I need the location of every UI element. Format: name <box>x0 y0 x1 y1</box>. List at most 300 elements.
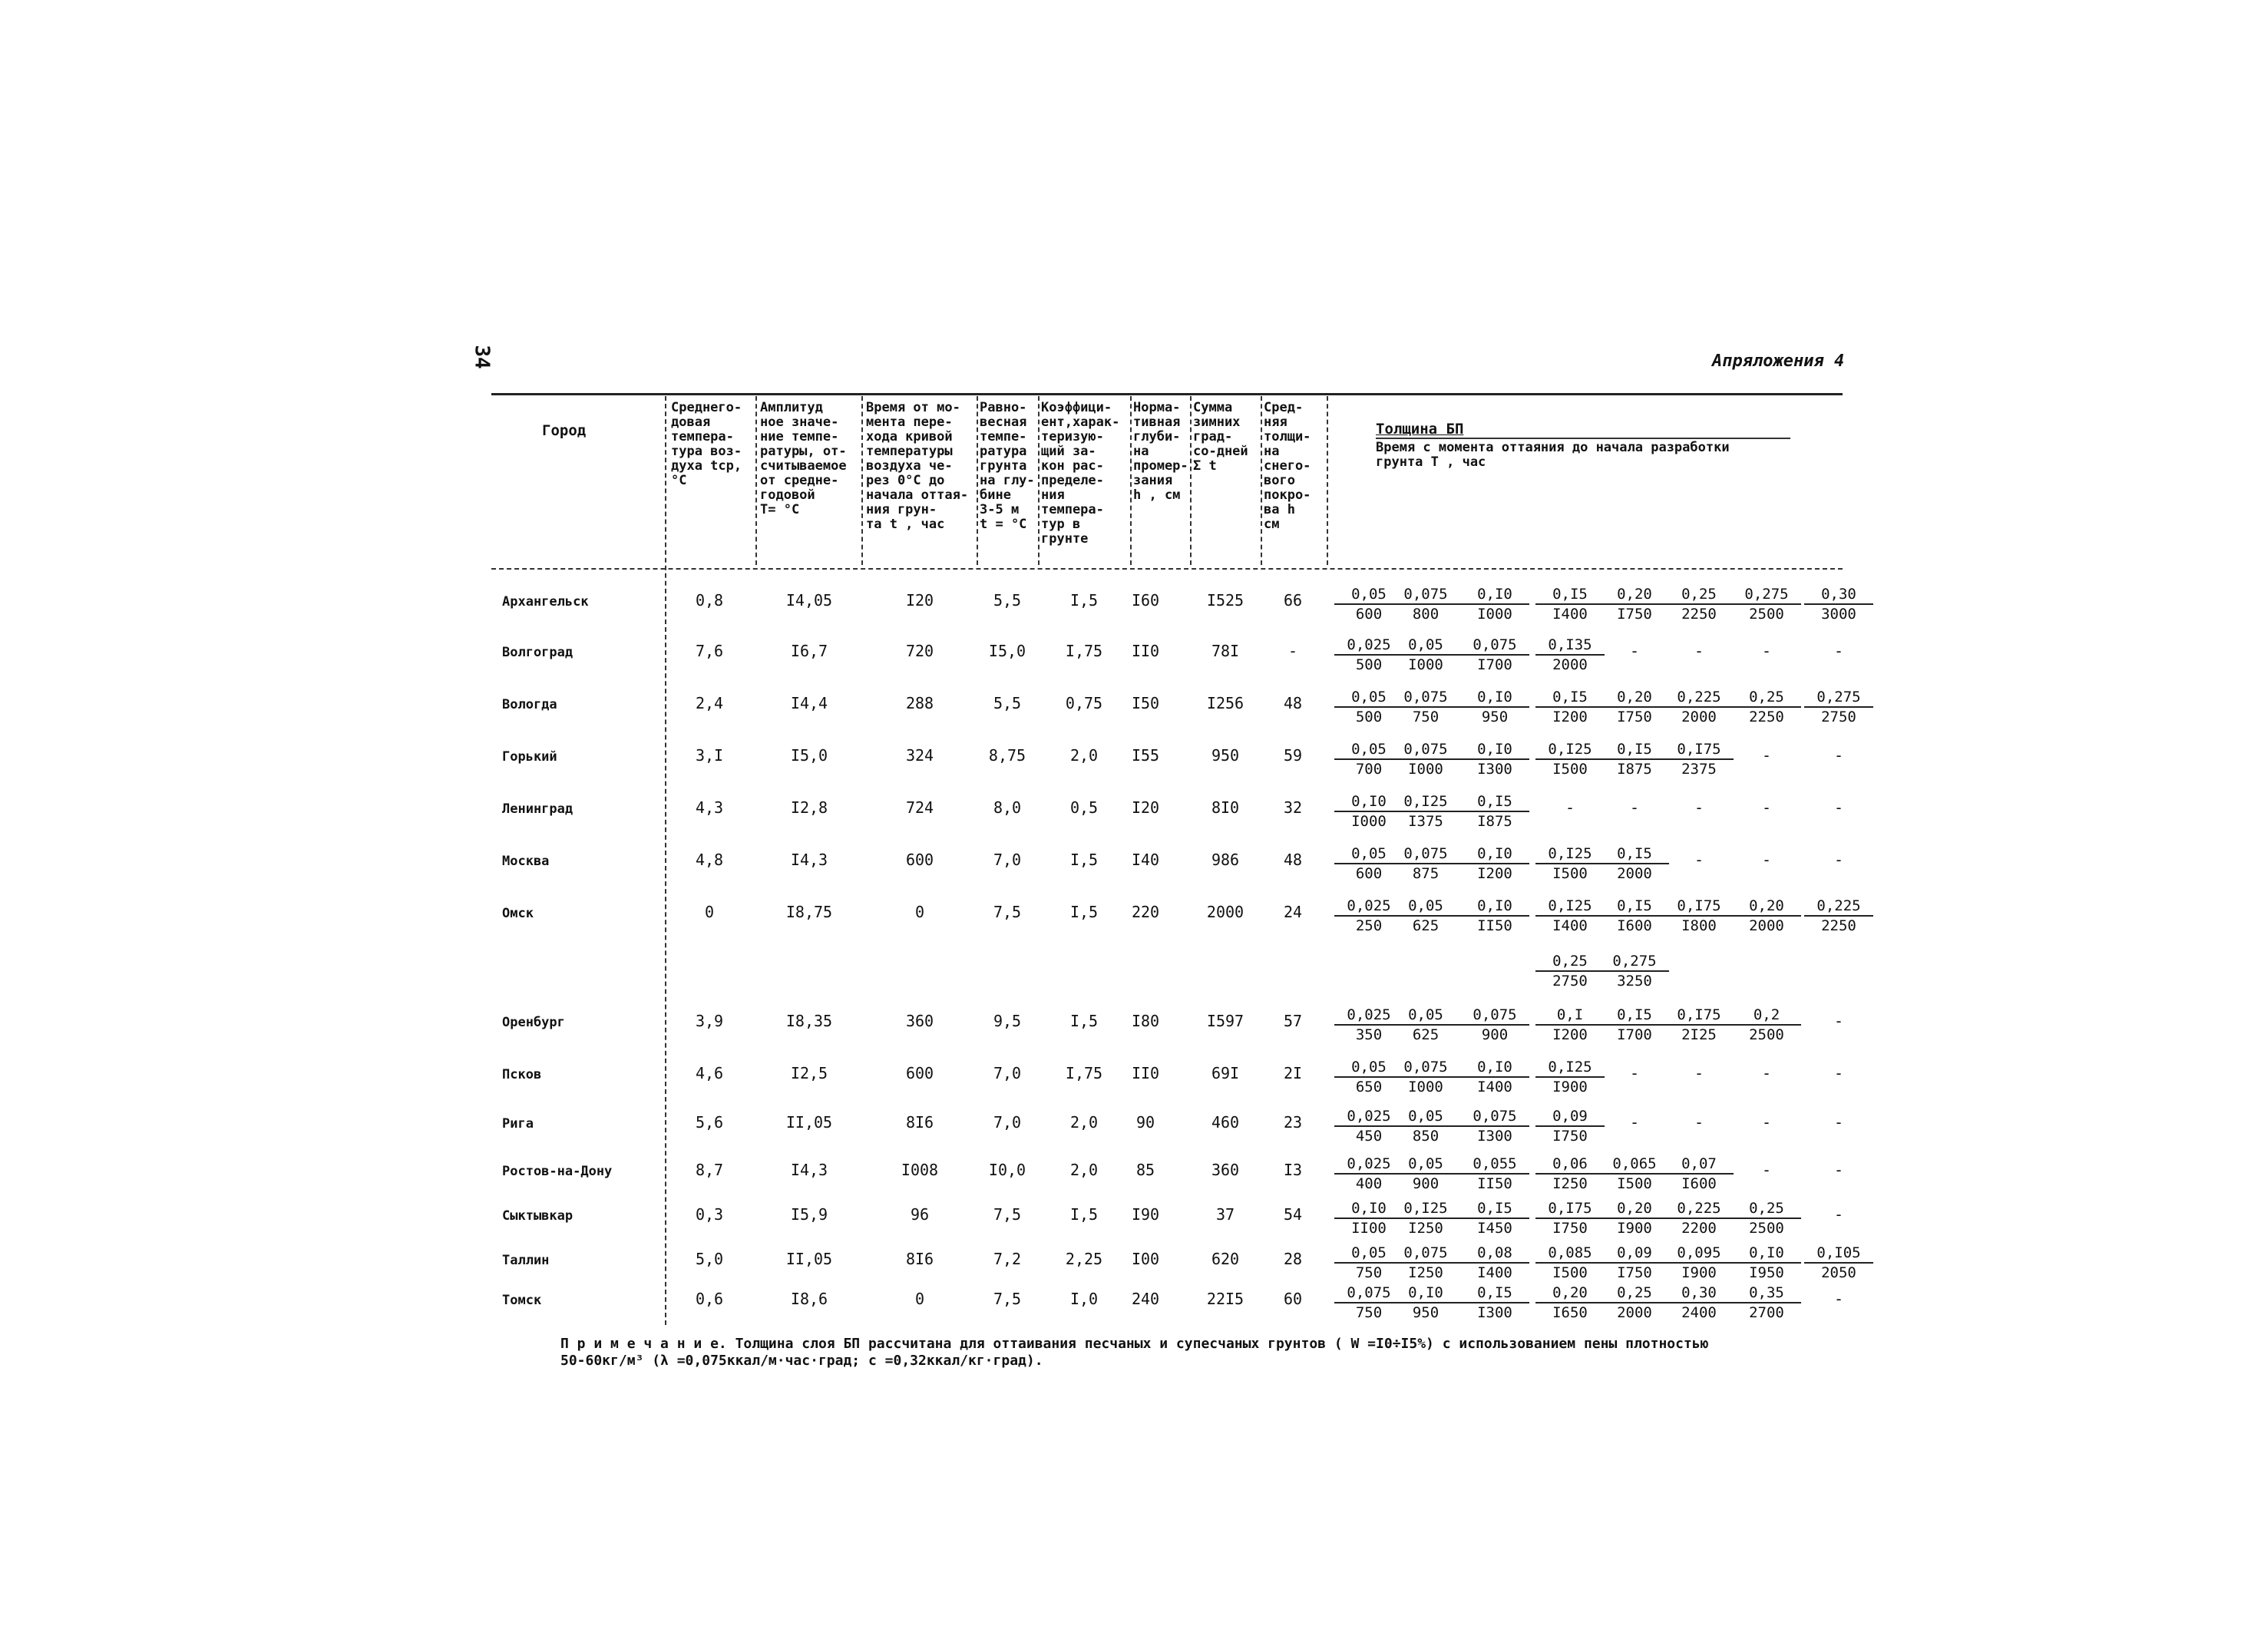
cell-eq: 7,0 <box>993 851 1022 869</box>
pair-thickness: 0,025 <box>1334 636 1403 656</box>
pair-thickness: 0,I0 <box>1460 1058 1529 1078</box>
cell-coef: I,5 <box>1069 903 1099 921</box>
pair-time: I000 <box>1477 606 1512 623</box>
pair-thickness: 0,20 <box>1732 897 1801 917</box>
pair-time: 2400 <box>1681 1304 1717 1321</box>
cell-coef: I,5 <box>1069 591 1099 610</box>
cell-amp: II,05 <box>785 1113 833 1132</box>
pair-thickness: 0,075 <box>1334 1284 1403 1303</box>
pair-time: I500 <box>1552 865 1588 882</box>
pair-time: I000 <box>1408 761 1443 778</box>
thickness-time-pair <box>1535 1284 1605 1322</box>
empty-cell-dash: - <box>1629 642 1640 660</box>
header-equilibrium: Равно- весная темпе- ратура грунта на глу- бине 3-5 м t = °C <box>980 400 1035 532</box>
pair-time: I500 <box>1552 761 1588 778</box>
pair-time: I750 <box>1617 1264 1652 1281</box>
cell-depth: 85 <box>1135 1161 1155 1179</box>
pair-thickness: 0,05 <box>1391 636 1460 656</box>
pair-time: I750 <box>1617 606 1652 623</box>
pair-thickness: 0,I5 <box>1460 792 1529 812</box>
pair-thickness: 0,095 <box>1664 1244 1734 1264</box>
thickness-time-pair <box>1535 740 1605 778</box>
pair-time: 2I25 <box>1681 1026 1717 1043</box>
thickness-time-pair <box>1732 688 1801 726</box>
cell-depth: 220 <box>1131 903 1160 921</box>
pair-time: II00 <box>1351 1220 1387 1237</box>
pair-thickness: 0,05 <box>1334 585 1403 605</box>
thickness-time-pair <box>1460 1284 1529 1322</box>
thickness-time-pair <box>1804 1244 1873 1282</box>
cell-depth: I80 <box>1131 1012 1160 1030</box>
empty-cell-dash: - <box>1629 1064 1640 1082</box>
cell-avg: 4,6 <box>695 1064 724 1082</box>
pair-thickness: 0,05 <box>1334 1058 1403 1078</box>
empty-cell-dash: - <box>1833 1012 1844 1030</box>
thickness-time-pair <box>1664 1284 1734 1322</box>
pair-time: I375 <box>1408 813 1443 830</box>
empty-cell-dash: - <box>1761 746 1772 765</box>
header-rule <box>491 568 1843 570</box>
pair-time: 3250 <box>1617 973 1652 990</box>
cell-eq: 9,5 <box>993 1012 1022 1030</box>
cell-time: 360 <box>905 1012 934 1030</box>
pair-thickness: 0,025 <box>1334 897 1403 917</box>
pair-time: 700 <box>1355 761 1383 778</box>
thickness-time-pair <box>1460 1058 1529 1096</box>
thickness-time-pair <box>1664 897 1734 935</box>
empty-cell-dash: - <box>1694 798 1704 817</box>
pair-time: I900 <box>1617 1220 1652 1237</box>
cell-coef: 2,0 <box>1069 1161 1099 1179</box>
cell-avg: 0,8 <box>695 591 724 610</box>
cell-avg: 2,4 <box>695 694 724 712</box>
header-avg-temp: Среднего- довая темпера- тура воз- духа tср, °C <box>671 400 742 488</box>
pair-thickness: 0,20 <box>1600 585 1669 605</box>
thickness-time-pair <box>1391 1244 1460 1282</box>
empty-cell-dash: - <box>1629 1113 1640 1132</box>
cell-depth: II0 <box>1131 1064 1160 1082</box>
cell-eq: 8,0 <box>993 798 1022 817</box>
cell-depth: 90 <box>1135 1113 1155 1132</box>
thickness-time-pair <box>1460 688 1529 726</box>
pair-thickness: 0,I <box>1535 1006 1605 1026</box>
cell-avg: 3,I <box>695 746 724 765</box>
cell-time: I008 <box>901 1161 939 1179</box>
pair-time: I750 <box>1552 1220 1588 1237</box>
pair-thickness: 0,075 <box>1391 1058 1460 1078</box>
pair-time: 600 <box>1355 865 1383 882</box>
pair-thickness: 0,I5 <box>1460 1199 1529 1219</box>
pair-time: I700 <box>1477 656 1512 673</box>
pair-thickness: 0,I5 <box>1600 740 1669 760</box>
thickness-time-pair <box>1535 844 1605 883</box>
cell-eq: 7,5 <box>993 1290 1022 1308</box>
thickness-time-pair <box>1391 585 1460 623</box>
thickness-time-pair <box>1460 1244 1529 1282</box>
thickness-time-pair <box>1460 740 1529 778</box>
pair-thickness: 0,05 <box>1391 1155 1460 1175</box>
pair-time: I500 <box>1552 1264 1588 1281</box>
pair-time: I000 <box>1408 1079 1443 1095</box>
cell-time: 0 <box>914 1290 925 1308</box>
pair-thickness: 0,25 <box>1600 1284 1669 1303</box>
empty-cell-dash: - <box>1694 1113 1704 1132</box>
empty-cell-dash: - <box>1694 851 1704 869</box>
row-city: Оренбург <box>502 1015 565 1030</box>
thickness-time-pair <box>1600 688 1669 726</box>
cell-avg: 0,3 <box>695 1205 724 1224</box>
pair-thickness: 0,I25 <box>1391 792 1460 812</box>
cell-avg: 7,6 <box>695 642 724 660</box>
cell-amp: I5,9 <box>790 1205 828 1224</box>
cell-dd: 78I <box>1211 642 1240 660</box>
cell-snow: 48 <box>1283 694 1303 712</box>
cell-avg: 3,9 <box>695 1012 724 1030</box>
thickness-time-pair <box>1664 1244 1734 1282</box>
pair-thickness: 0,I5 <box>1600 1006 1669 1026</box>
empty-cell-dash: - <box>1833 1113 1844 1132</box>
pair-thickness: 0,09 <box>1535 1107 1605 1127</box>
pair-thickness: 0,05 <box>1334 1244 1403 1264</box>
pair-time: 750 <box>1355 1264 1383 1281</box>
cell-eq: 5,5 <box>993 694 1022 712</box>
pair-thickness: 0,275 <box>1600 952 1669 972</box>
pair-thickness: 0,30 <box>1804 585 1873 605</box>
pair-thickness: 0,I25 <box>1391 1199 1460 1219</box>
cell-amp: I4,05 <box>785 591 833 610</box>
header-normative-depth: Норма- тивная глуби- на промер- зания h , см <box>1133 400 1188 503</box>
cell-dd: I256 <box>1206 694 1244 712</box>
cell-time: 600 <box>905 851 934 869</box>
pair-time: 2000 <box>1552 656 1588 673</box>
pair-time: 950 <box>1412 1304 1440 1321</box>
empty-cell-dash: - <box>1833 1161 1844 1179</box>
pair-thickness: 0,20 <box>1535 1284 1605 1303</box>
pair-thickness: 0,075 <box>1460 1107 1529 1127</box>
top-rule <box>491 393 1843 395</box>
pair-time: 625 <box>1412 917 1440 934</box>
pair-time: I875 <box>1617 761 1652 778</box>
cell-time: 8I6 <box>905 1250 934 1268</box>
empty-cell-dash: - <box>1833 1205 1844 1224</box>
empty-cell-dash: - <box>1761 851 1772 869</box>
empty-cell-dash: - <box>1833 1290 1844 1308</box>
pair-thickness: 0,I75 <box>1664 1006 1734 1026</box>
thickness-time-pair <box>1600 1006 1669 1044</box>
pair-time: I600 <box>1681 1175 1717 1192</box>
thickness-time-pair <box>1391 1058 1460 1096</box>
cell-avg: 0,6 <box>695 1290 724 1308</box>
cell-snow: 60 <box>1283 1290 1303 1308</box>
pair-thickness: 0,06 <box>1535 1155 1605 1175</box>
row-city: Вологда <box>502 697 557 712</box>
cell-coef: 2,0 <box>1069 746 1099 765</box>
pair-time: I250 <box>1408 1264 1443 1281</box>
pair-time: 900 <box>1481 1026 1509 1043</box>
pair-time: 2750 <box>1552 973 1588 990</box>
pair-thickness: 0,275 <box>1804 688 1873 708</box>
thickness-time-pair <box>1391 636 1460 674</box>
pair-time: I600 <box>1617 917 1652 934</box>
pair-thickness: 0,075 <box>1391 844 1460 864</box>
pair-time: 2200 <box>1681 1220 1717 1237</box>
thickness-time-pair <box>1391 1006 1460 1044</box>
thickness-time-pair <box>1460 897 1529 935</box>
thickness-time-pair <box>1600 1244 1669 1282</box>
thickness-time-pair <box>1732 897 1801 935</box>
pair-time: 2000 <box>1749 917 1784 934</box>
cell-snow: 66 <box>1283 591 1303 610</box>
row-city: Москва <box>502 854 550 869</box>
header-thickness-title: Толщина БП <box>1376 421 1464 438</box>
empty-cell-dash: - <box>1833 746 1844 765</box>
pair-time: 850 <box>1412 1128 1440 1145</box>
pair-time: II50 <box>1477 917 1512 934</box>
pair-thickness: 0,05 <box>1391 897 1460 917</box>
cell-coef: I,5 <box>1069 1012 1099 1030</box>
empty-cell-dash: - <box>1761 1161 1772 1179</box>
row-city: Волгоград <box>502 645 573 660</box>
pair-time: 500 <box>1355 709 1383 725</box>
row-city: Псков <box>502 1067 542 1082</box>
pair-time: I400 <box>1477 1264 1512 1281</box>
thickness-time-pair <box>1535 1199 1605 1237</box>
thickness-time-pair <box>1804 585 1873 623</box>
pair-thickness: 0,I0 <box>1334 792 1403 812</box>
pair-time: 2250 <box>1681 606 1717 623</box>
column-divider <box>1038 396 1040 565</box>
pair-thickness: 0,025 <box>1334 1155 1403 1175</box>
thickness-time-pair <box>1391 1284 1460 1322</box>
cell-coef: I,5 <box>1069 851 1099 869</box>
pair-thickness: 0,025 <box>1334 1107 1403 1127</box>
column-divider <box>1327 396 1328 565</box>
thickness-time-pair <box>1600 740 1669 778</box>
row-city: Томск <box>502 1293 542 1308</box>
thickness-time-pair <box>1460 792 1529 831</box>
cell-amp: I2,5 <box>790 1064 828 1082</box>
pair-time: I450 <box>1477 1220 1512 1237</box>
cell-depth: I90 <box>1131 1205 1160 1224</box>
row-city: Сыктывкар <box>502 1208 573 1224</box>
pair-thickness: 0,25 <box>1535 952 1605 972</box>
cell-dd: 69I <box>1211 1064 1240 1082</box>
pair-time: 750 <box>1355 1304 1383 1321</box>
pair-thickness: 0,05 <box>1334 740 1403 760</box>
pair-time: I800 <box>1681 917 1717 934</box>
pair-time: I200 <box>1552 709 1588 725</box>
pair-time: I200 <box>1477 865 1512 882</box>
thickness-time-pair <box>1732 1006 1801 1044</box>
pair-thickness: 0,I25 <box>1535 740 1605 760</box>
thickness-time-pair <box>1460 636 1529 674</box>
thickness-time-pair <box>1535 1244 1605 1282</box>
cell-depth: I00 <box>1131 1250 1160 1268</box>
cell-time: 720 <box>905 642 934 660</box>
pair-time: I400 <box>1552 917 1588 934</box>
pair-thickness: 0,075 <box>1391 740 1460 760</box>
cell-snow: 24 <box>1283 903 1303 921</box>
thickness-time-pair <box>1732 1284 1801 1322</box>
cell-snow: 23 <box>1283 1113 1303 1132</box>
pair-thickness: 0,25 <box>1732 1199 1801 1219</box>
pair-thickness: 0,075 <box>1391 688 1460 708</box>
thickness-time-pair <box>1391 1155 1460 1193</box>
thickness-time-pair <box>1664 1199 1734 1237</box>
pair-time: I200 <box>1552 1026 1588 1043</box>
cell-coef: 2,25 <box>1065 1250 1103 1268</box>
thickness-time-pair <box>1391 897 1460 935</box>
cell-amp: I4,3 <box>790 851 828 869</box>
pair-thickness: 0,I0 <box>1460 844 1529 864</box>
cell-snow: 28 <box>1283 1250 1303 1268</box>
thickness-time-pair <box>1600 844 1669 883</box>
cell-eq: 7,2 <box>993 1250 1022 1268</box>
cell-coef: I,75 <box>1065 642 1103 660</box>
pair-time: 950 <box>1481 709 1509 725</box>
pair-time: 2250 <box>1821 917 1856 934</box>
thickness-time-pair <box>1535 1006 1605 1044</box>
pair-time: II50 <box>1477 1175 1512 1192</box>
pair-thickness: 0,05 <box>1334 844 1403 864</box>
thickness-time-pair <box>1391 1107 1460 1145</box>
pair-time: 350 <box>1355 1026 1383 1043</box>
pair-thickness: 0,20 <box>1600 688 1669 708</box>
pair-time: 2500 <box>1749 1026 1784 1043</box>
pair-time: 3000 <box>1821 606 1856 623</box>
cell-time: I20 <box>905 591 934 610</box>
cell-snow: 2I <box>1283 1064 1303 1082</box>
thickness-rule <box>1376 438 1790 439</box>
column-divider <box>755 396 757 565</box>
header-city: Город <box>542 422 587 439</box>
pair-thickness: 0,05 <box>1334 688 1403 708</box>
pair-thickness: 0,075 <box>1460 1006 1529 1026</box>
pair-thickness: 0,25 <box>1732 688 1801 708</box>
pair-thickness: 0,I25 <box>1535 1058 1605 1078</box>
pair-thickness: 0,I05 <box>1804 1244 1873 1264</box>
empty-cell-dash: - <box>1761 798 1772 817</box>
pair-thickness: 0,I5 <box>1600 844 1669 864</box>
pair-thickness: 0,025 <box>1334 1006 1403 1026</box>
appendix-label: Апряложения 4 <box>1712 352 1845 371</box>
cell-time: 96 <box>910 1205 930 1224</box>
thickness-time-pair <box>1460 1155 1529 1193</box>
thickness-time-pair <box>1391 740 1460 778</box>
pair-time: 2500 <box>1749 1220 1784 1237</box>
cell-snow: 57 <box>1283 1012 1303 1030</box>
empty-cell-dash: - <box>1761 642 1772 660</box>
pair-time: 800 <box>1412 606 1440 623</box>
thickness-time-pair <box>1460 1107 1529 1145</box>
empty-cell-dash: - <box>1833 851 1844 869</box>
cell-coef: I,5 <box>1069 1205 1099 1224</box>
cell-eq: 8,75 <box>988 746 1026 765</box>
thickness-time-pair <box>1664 1006 1734 1044</box>
pair-time: I300 <box>1477 1304 1512 1321</box>
pair-time: I900 <box>1681 1264 1717 1281</box>
pair-thickness: 0,35 <box>1732 1284 1801 1303</box>
pair-time: 2250 <box>1749 709 1784 725</box>
row-city: Ростов-на-Дону <box>502 1164 613 1179</box>
cell-amp: I8,6 <box>790 1290 828 1308</box>
cell-coef: 0,75 <box>1065 694 1103 712</box>
page-number: 34 <box>470 345 494 369</box>
pair-thickness: 0,30 <box>1664 1284 1734 1303</box>
header-amplitude: Амплитуд ное значе- ние темпе- ратуры, от- считываемое от средне- годовой T= °C <box>760 400 847 517</box>
cell-time: 0 <box>914 903 925 921</box>
pair-thickness: 0,I0 <box>1732 1244 1801 1264</box>
header-degree-days: Сумма зимних град- со-дней Σ t <box>1193 400 1248 474</box>
column-divider <box>1190 396 1192 565</box>
header-thickness-subtitle: Время с момента оттаяния до начала разработки грунта T , час <box>1376 440 1730 470</box>
header-snow-cover: Сред- няя толщи- на снего- вого покро- ва h см <box>1264 400 1311 532</box>
header-time: Время от мо- мента пере- хода кривой температуры воздуха че- рез 0°C до начала оттая- ния грун- та t , час <box>866 400 969 532</box>
thickness-time-pair <box>1535 1058 1605 1096</box>
cell-eq: I5,0 <box>988 642 1026 660</box>
thickness-time-pair <box>1460 1199 1529 1237</box>
thickness-time-pair <box>1804 897 1873 935</box>
cell-depth: I55 <box>1131 746 1160 765</box>
pair-thickness: 0,075 <box>1391 585 1460 605</box>
column-divider <box>1261 396 1262 565</box>
cell-time: 724 <box>905 798 934 817</box>
pair-thickness: 0,08 <box>1460 1244 1529 1264</box>
pair-time: I750 <box>1552 1128 1588 1145</box>
cell-amp: I6,7 <box>790 642 828 660</box>
empty-cell-dash: - <box>1629 798 1640 817</box>
pair-time: 875 <box>1412 865 1440 882</box>
pair-thickness: 0,20 <box>1600 1199 1669 1219</box>
pair-time: I250 <box>1552 1175 1588 1192</box>
pair-thickness: 0,I0 <box>1460 897 1529 917</box>
column-divider <box>861 396 863 565</box>
thickness-time-pair <box>1535 1155 1605 1193</box>
pair-thickness: 0,I5 <box>1460 1284 1529 1303</box>
pair-thickness: 0,09 <box>1600 1244 1669 1264</box>
pair-thickness: 0,225 <box>1664 1199 1734 1219</box>
pair-time: 500 <box>1355 656 1383 673</box>
cell-amp: I4,4 <box>790 694 828 712</box>
cell-amp: I5,0 <box>790 746 828 765</box>
pair-time: 450 <box>1355 1128 1383 1145</box>
thickness-time-pair <box>1535 1107 1605 1145</box>
pair-time: 650 <box>1355 1079 1383 1095</box>
thickness-time-pair <box>1732 1199 1801 1237</box>
pair-thickness: 0,05 <box>1391 1107 1460 1127</box>
pair-thickness: 0,07 <box>1664 1155 1734 1175</box>
cell-dd: 22I5 <box>1206 1290 1244 1308</box>
thickness-time-pair <box>1664 585 1734 623</box>
empty-cell-dash: - <box>1833 798 1844 817</box>
pair-thickness: 0,I75 <box>1664 897 1734 917</box>
column-divider <box>977 396 978 565</box>
empty-cell-dash: - <box>1761 1113 1772 1132</box>
cell-depth: 240 <box>1131 1290 1160 1308</box>
thickness-time-pair <box>1804 688 1873 726</box>
cell-dd: 950 <box>1211 746 1240 765</box>
empty-cell-dash: - <box>1833 642 1844 660</box>
cell-amp: I2,8 <box>790 798 828 817</box>
pair-time: I700 <box>1617 1026 1652 1043</box>
pair-time: 625 <box>1412 1026 1440 1043</box>
cell-amp: I4,3 <box>790 1161 828 1179</box>
thickness-time-pair <box>1535 688 1605 726</box>
pair-thickness: 0,I0 <box>1460 688 1529 708</box>
cell-time: 288 <box>905 694 934 712</box>
thickness-time-pair <box>1535 585 1605 623</box>
pair-time: I500 <box>1617 1175 1652 1192</box>
